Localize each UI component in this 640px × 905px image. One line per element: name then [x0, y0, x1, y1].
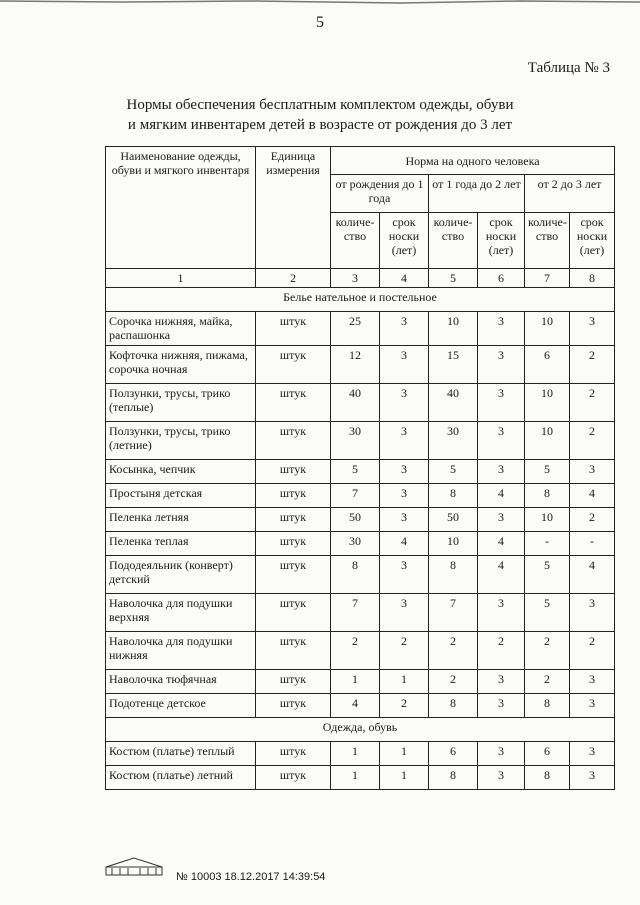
item-unit: штук	[256, 670, 331, 694]
table-row	[106, 742, 615, 766]
term-cell: 2	[570, 632, 615, 670]
quantity-cell: 8	[429, 556, 478, 594]
item-unit: штук	[256, 484, 331, 508]
table-body	[106, 288, 615, 790]
quantity-cell: 8	[331, 556, 380, 594]
term-cell: 3	[570, 312, 615, 346]
term-cell: 3	[380, 556, 429, 594]
quantity-cell: 1	[331, 742, 380, 766]
header-age-1-2: от 1 года до 2 лет	[429, 175, 525, 213]
quantity-cell: 10	[525, 422, 570, 460]
term-cell: 3	[478, 766, 525, 790]
term-cell: 3	[478, 422, 525, 460]
term-cell: 3	[570, 670, 615, 694]
term-cell: 3	[570, 694, 615, 718]
quantity-cell: 12	[331, 346, 380, 384]
table-label: Таблица № 3	[527, 60, 610, 76]
quantity-cell: -	[525, 532, 570, 556]
table-row	[106, 594, 615, 632]
item-name: Наволочка тюфячная	[106, 670, 256, 694]
term-cell: 3	[478, 594, 525, 632]
item-name: Пеленка теплая	[106, 532, 256, 556]
title-line-2: и мягким инвентарем детей в возрасте от рождения до 3 лет	[127, 117, 513, 133]
header-qty: количе-ство	[429, 213, 478, 269]
term-cell: 4	[478, 484, 525, 508]
quantity-cell: 5	[525, 556, 570, 594]
quantity-cell: 30	[331, 422, 380, 460]
item-unit: штук	[256, 508, 331, 532]
quantity-cell: 40	[429, 384, 478, 422]
item-name: Ползунки, трусы, трико (теплые)	[106, 384, 256, 422]
item-unit: штук	[256, 384, 331, 422]
item-name: Простыня детская	[106, 484, 256, 508]
term-cell: 3	[570, 742, 615, 766]
header-term: срок носки (лет)	[478, 213, 525, 269]
quantity-cell: 5	[525, 594, 570, 632]
header-term: срок носки (лет)	[380, 213, 429, 269]
term-cell: 3	[380, 460, 429, 484]
item-name: Подотенце детское	[106, 694, 256, 718]
term-cell: 1	[380, 742, 429, 766]
term-cell: 3	[380, 384, 429, 422]
quantity-cell: 10	[525, 312, 570, 346]
quantity-cell: 1	[331, 670, 380, 694]
term-cell: 3	[570, 594, 615, 632]
term-cell: 4	[478, 532, 525, 556]
quantity-cell: 5	[429, 460, 478, 484]
page-title	[0, 95, 640, 135]
quantity-cell: 10	[429, 312, 478, 346]
table-row	[106, 556, 615, 594]
item-name: Костюм (платье) теплый	[106, 742, 256, 766]
scan-edge	[0, 0, 640, 4]
item-unit: штук	[256, 346, 331, 384]
quantity-cell: 7	[331, 594, 380, 632]
term-cell: 3	[478, 460, 525, 484]
quantity-cell: 2	[429, 670, 478, 694]
term-cell: 3	[478, 312, 525, 346]
item-unit: штук	[256, 742, 331, 766]
quantity-cell: 5	[525, 460, 570, 484]
table-row	[106, 460, 615, 484]
table-row	[106, 384, 615, 422]
term-cell: 2	[380, 632, 429, 670]
term-cell: 4	[570, 556, 615, 594]
col-number: 8	[570, 269, 615, 288]
term-cell: 3	[478, 742, 525, 766]
term-cell: 4	[570, 484, 615, 508]
term-cell: 3	[570, 460, 615, 484]
table-row	[106, 632, 615, 670]
table-row	[106, 508, 615, 532]
item-name: Пододеяльник (конверт) детский	[106, 556, 256, 594]
item-unit: штук	[256, 766, 331, 790]
term-cell: 2	[570, 508, 615, 532]
quantity-cell: 8	[525, 484, 570, 508]
quantity-cell: 8	[429, 694, 478, 718]
term-cell: 3	[380, 594, 429, 632]
term-cell: 2	[570, 384, 615, 422]
quantity-cell: 30	[429, 422, 478, 460]
term-cell: 3	[380, 508, 429, 532]
item-name: Наволочка для подушки нижняя	[106, 632, 256, 670]
term-cell: 1	[380, 670, 429, 694]
col-number: 7	[525, 269, 570, 288]
item-name: Косынка, чепчик	[106, 460, 256, 484]
col-number: 1	[106, 269, 256, 288]
quantity-cell: 15	[429, 346, 478, 384]
item-unit: штук	[256, 460, 331, 484]
header-qty: количе-ство	[525, 213, 570, 269]
col-number: 2	[256, 269, 331, 288]
quantity-cell: 50	[429, 508, 478, 532]
item-name: Костюм (платье) летний	[106, 766, 256, 790]
quantity-cell: 8	[429, 766, 478, 790]
quantity-cell: 7	[331, 484, 380, 508]
table-row	[106, 532, 615, 556]
quantity-cell: 25	[331, 312, 380, 346]
header-term: срок носки (лет)	[570, 213, 615, 269]
quantity-cell: 8	[429, 484, 478, 508]
quantity-cell: 2	[331, 632, 380, 670]
term-cell: 3	[478, 346, 525, 384]
item-name: Ползунки, трусы, трико (летние)	[106, 422, 256, 460]
table-row	[106, 312, 615, 346]
quantity-cell: 50	[331, 508, 380, 532]
term-cell: 2	[478, 632, 525, 670]
quantity-cell: 2	[525, 632, 570, 670]
header-age-0-1: от рождения до 1 года	[331, 175, 429, 213]
footer	[104, 855, 404, 889]
term-cell: 1	[380, 766, 429, 790]
table-row	[106, 346, 615, 384]
table-row	[106, 670, 615, 694]
section-title: Белье нательное и постельное	[106, 288, 615, 312]
item-unit: штук	[256, 532, 331, 556]
term-cell: 3	[478, 670, 525, 694]
term-cell: 2	[570, 346, 615, 384]
header-norm: Норма на одного человека	[331, 147, 615, 175]
header-name: Наименование одежды, обуви и мягкого инвентаря	[106, 147, 256, 269]
quantity-cell: 8	[525, 766, 570, 790]
quantity-cell: 10	[429, 532, 478, 556]
quantity-cell: 4	[331, 694, 380, 718]
col-number: 4	[380, 269, 429, 288]
col-number: 5	[429, 269, 478, 288]
term-cell: 2	[380, 694, 429, 718]
term-cell: 3	[380, 312, 429, 346]
quantity-cell: 10	[525, 508, 570, 532]
quantity-cell: 1	[331, 766, 380, 790]
item-name: Пеленка летняя	[106, 508, 256, 532]
norms-table	[105, 146, 615, 790]
quantity-cell: 7	[429, 594, 478, 632]
item-name: Кофточка нижняя, пижама, сорочка ночная	[106, 346, 256, 384]
quantity-cell: 2	[525, 670, 570, 694]
page-number: 5	[316, 14, 324, 31]
title-line-1: Нормы обеспечения бесплатным комплектом одежды, обуви	[126, 97, 514, 113]
quantity-cell: 10	[525, 384, 570, 422]
item-unit: штук	[256, 312, 331, 346]
header-qty: количе-ство	[331, 213, 380, 269]
section-row	[106, 288, 615, 312]
term-cell: 3	[478, 508, 525, 532]
quantity-cell: 5	[331, 460, 380, 484]
column-number-row	[106, 269, 615, 288]
table-row	[106, 766, 615, 790]
header-unit: Единица измерения	[256, 147, 331, 269]
quantity-cell: 30	[331, 532, 380, 556]
term-cell: 3	[380, 484, 429, 508]
term-cell: 3	[478, 694, 525, 718]
term-cell: 2	[570, 422, 615, 460]
col-number: 3	[331, 269, 380, 288]
header-age-2-3: от 2 до 3 лет	[525, 175, 615, 213]
term-cell: 4	[478, 556, 525, 594]
item-name: Сорочка нижняя, майка, распашонка	[106, 312, 256, 346]
term-cell: -	[570, 532, 615, 556]
term-cell: 4	[380, 532, 429, 556]
table-row	[106, 694, 615, 718]
term-cell: 3	[478, 384, 525, 422]
item-unit: штук	[256, 422, 331, 460]
quantity-cell: 40	[331, 384, 380, 422]
item-unit: штук	[256, 556, 331, 594]
item-unit: штук	[256, 694, 331, 718]
item-unit: штук	[256, 594, 331, 632]
item-unit: штук	[256, 632, 331, 670]
quantity-cell: 6	[429, 742, 478, 766]
item-name: Наволочка для подушки верхняя	[106, 594, 256, 632]
quantity-cell: 6	[525, 742, 570, 766]
table-row	[106, 484, 615, 508]
quantity-cell: 2	[429, 632, 478, 670]
document-registration: № 10003 18.12.2017 14:39:54	[176, 871, 326, 883]
quantity-cell: 6	[525, 346, 570, 384]
term-cell: 3	[570, 766, 615, 790]
term-cell: 3	[380, 422, 429, 460]
table-row	[106, 422, 615, 460]
term-cell: 3	[380, 346, 429, 384]
building-logo-icon	[104, 855, 164, 877]
section-title: Одежда, обувь	[106, 718, 615, 742]
quantity-cell: 8	[525, 694, 570, 718]
col-number: 6	[478, 269, 525, 288]
section-row	[106, 718, 615, 742]
